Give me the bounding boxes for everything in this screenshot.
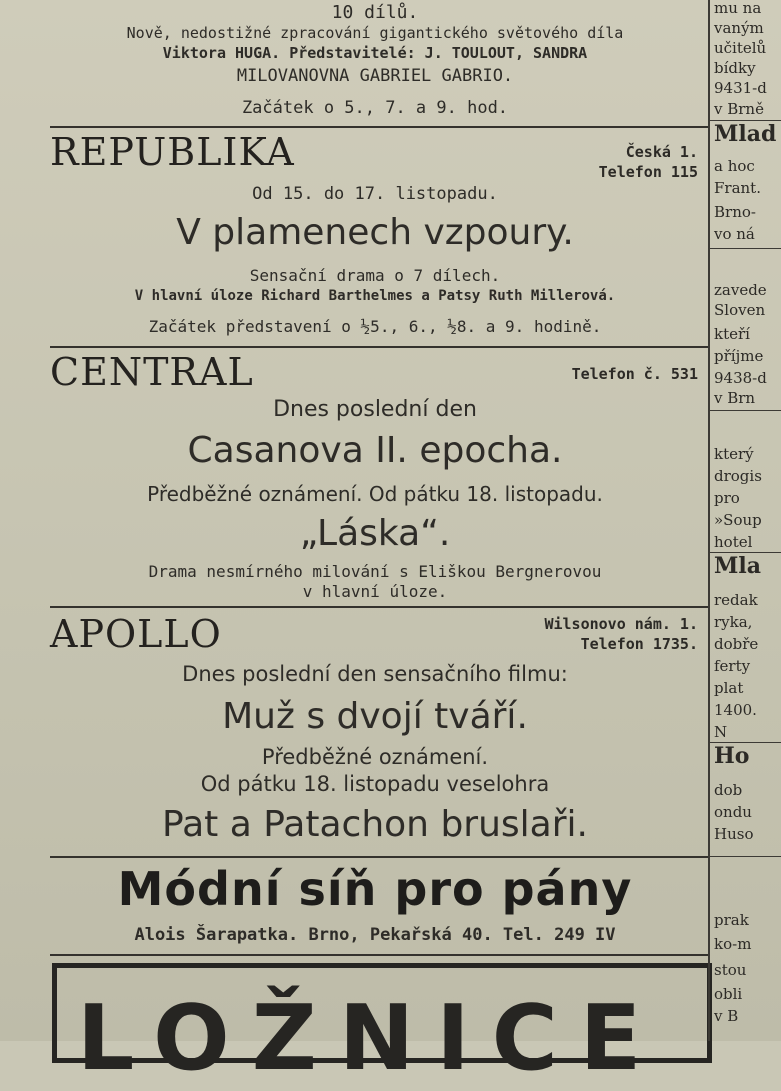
central-announcement: Předběžné oznámení. Od pátku 18. listopadu. [147,482,603,506]
divider [50,346,710,348]
top-ad-description: Nově, nedostižné zpracování gigantického světového díla [126,24,624,42]
central-phone: Telefon č. 531 [571,365,698,383]
top-ad-cast-1: Viktora HUGA. Představitelé: J. TOULOUT, SANDRA [162,44,588,62]
republika-contact [599,142,698,182]
side-line: dobře [714,635,759,653]
side-line: ferty [714,657,751,675]
side-line: Sloven [714,301,766,319]
side-line: v Brně [714,100,764,118]
top-ad-parts: 10 dílů. [331,2,419,23]
side-line: hotel [714,533,753,551]
side-line: mu na [714,0,762,17]
apollo-film-title: Muž s dvojí tváří. [222,696,528,737]
side-line: obli [714,985,743,1003]
side-line: v Brn [714,389,756,407]
cinema-name-central: CENTRAL [50,350,254,394]
divider [50,954,710,956]
cinema-name-republika: REPUBLIKA [50,130,295,174]
top-ad-times: Začátek o 5., 7. a 9. hod. [241,98,509,118]
side-line: prak [714,911,749,929]
apollo-from: Od pátku 18. listopadu veselohra [200,772,550,796]
central-description-2: v hlavní úloze. [302,582,448,601]
fashion-ad-title: Módní síň pro pány [117,862,633,916]
apollo-address: Wilsonovo nám. 1. [544,615,698,633]
side-line: stou [714,961,747,979]
side-line: N [714,723,728,741]
side-line: 1400. [714,701,757,719]
republika-dates: Od 15. do 17. listopadu. [252,184,498,204]
side-line: 9431-d [714,79,767,97]
central-next-film-title: „Láska“. [299,513,451,554]
side-line: redak [714,591,758,609]
republika-phone: Telefon 115 [598,163,698,181]
apollo-announcement: Předběžné oznámení. [261,745,489,769]
fashion-ad-subtitle: Alois Šarapatka. Brno, Pekařská 40. Tel. 249 IV [134,925,616,945]
side-line: ko-m [714,935,752,953]
side-heading: Ho [714,743,750,769]
side-heading: Mla [714,553,761,579]
side-divider [710,856,781,857]
divider [50,126,710,128]
apollo-next-film-title: Pat a Patachon bruslaři. [162,804,588,845]
side-line: který [714,445,754,463]
side-line: vo ná [714,225,755,243]
side-heading: Mlad [714,121,777,147]
side-line: dob [714,781,743,799]
side-line: a hoc [714,157,755,175]
side-line: vaným [714,19,764,37]
side-column [708,0,781,1041]
apollo-contact [544,614,698,654]
side-divider [710,248,781,249]
republika-address: Česká 1. [625,143,698,161]
bottom-ad-box [52,963,712,1091]
divider [50,856,710,858]
side-line: v B [714,1007,739,1025]
bottom-ad-text: LOŽNICE [77,986,664,1091]
apollo-today: Dnes poslední den sensačního filmu: [182,662,568,686]
side-line: Brno- [714,203,756,221]
side-line: ryka, [714,613,753,631]
side-line: drogis [714,467,762,485]
republika-times: Začátek představení o ½5., 6., ½8. a 9. hodině. [148,317,602,336]
side-line: kteří [714,325,750,343]
side-line: 9438-d [714,369,767,387]
republika-genre: Sensační drama o 7 dílech. [249,266,501,285]
divider [50,606,710,608]
side-line: učitelů [714,39,767,57]
side-line: plat [714,679,744,697]
central-today: Dnes poslední den [273,397,477,422]
side-line: pro [714,489,740,507]
apollo-phone: Telefon 1735. [580,635,698,653]
side-line: příjme [714,347,764,365]
side-line: Frant. [714,179,761,197]
side-line: ondu [714,803,752,821]
top-ad-cast-2: MILOVANOVNA GABRIEL GABRIO. [236,66,514,86]
republika-cast: V hlavní úloze Richard Barthelmes a Patsy Ruth Millerová. [134,288,616,304]
side-divider [710,410,781,411]
side-line: zavede [714,281,767,299]
side-line: »Soup [714,511,762,529]
central-film-title: Casanova II. epocha. [187,430,563,471]
republika-film-title: V plamenech vzpoury. [176,212,574,253]
side-line: Huso [714,825,754,843]
central-description-1: Drama nesmírného milování s Eliškou Bergnerovou [148,562,602,581]
side-line: bídky [714,59,756,77]
cinema-name-apollo: APOLLO [50,612,222,656]
